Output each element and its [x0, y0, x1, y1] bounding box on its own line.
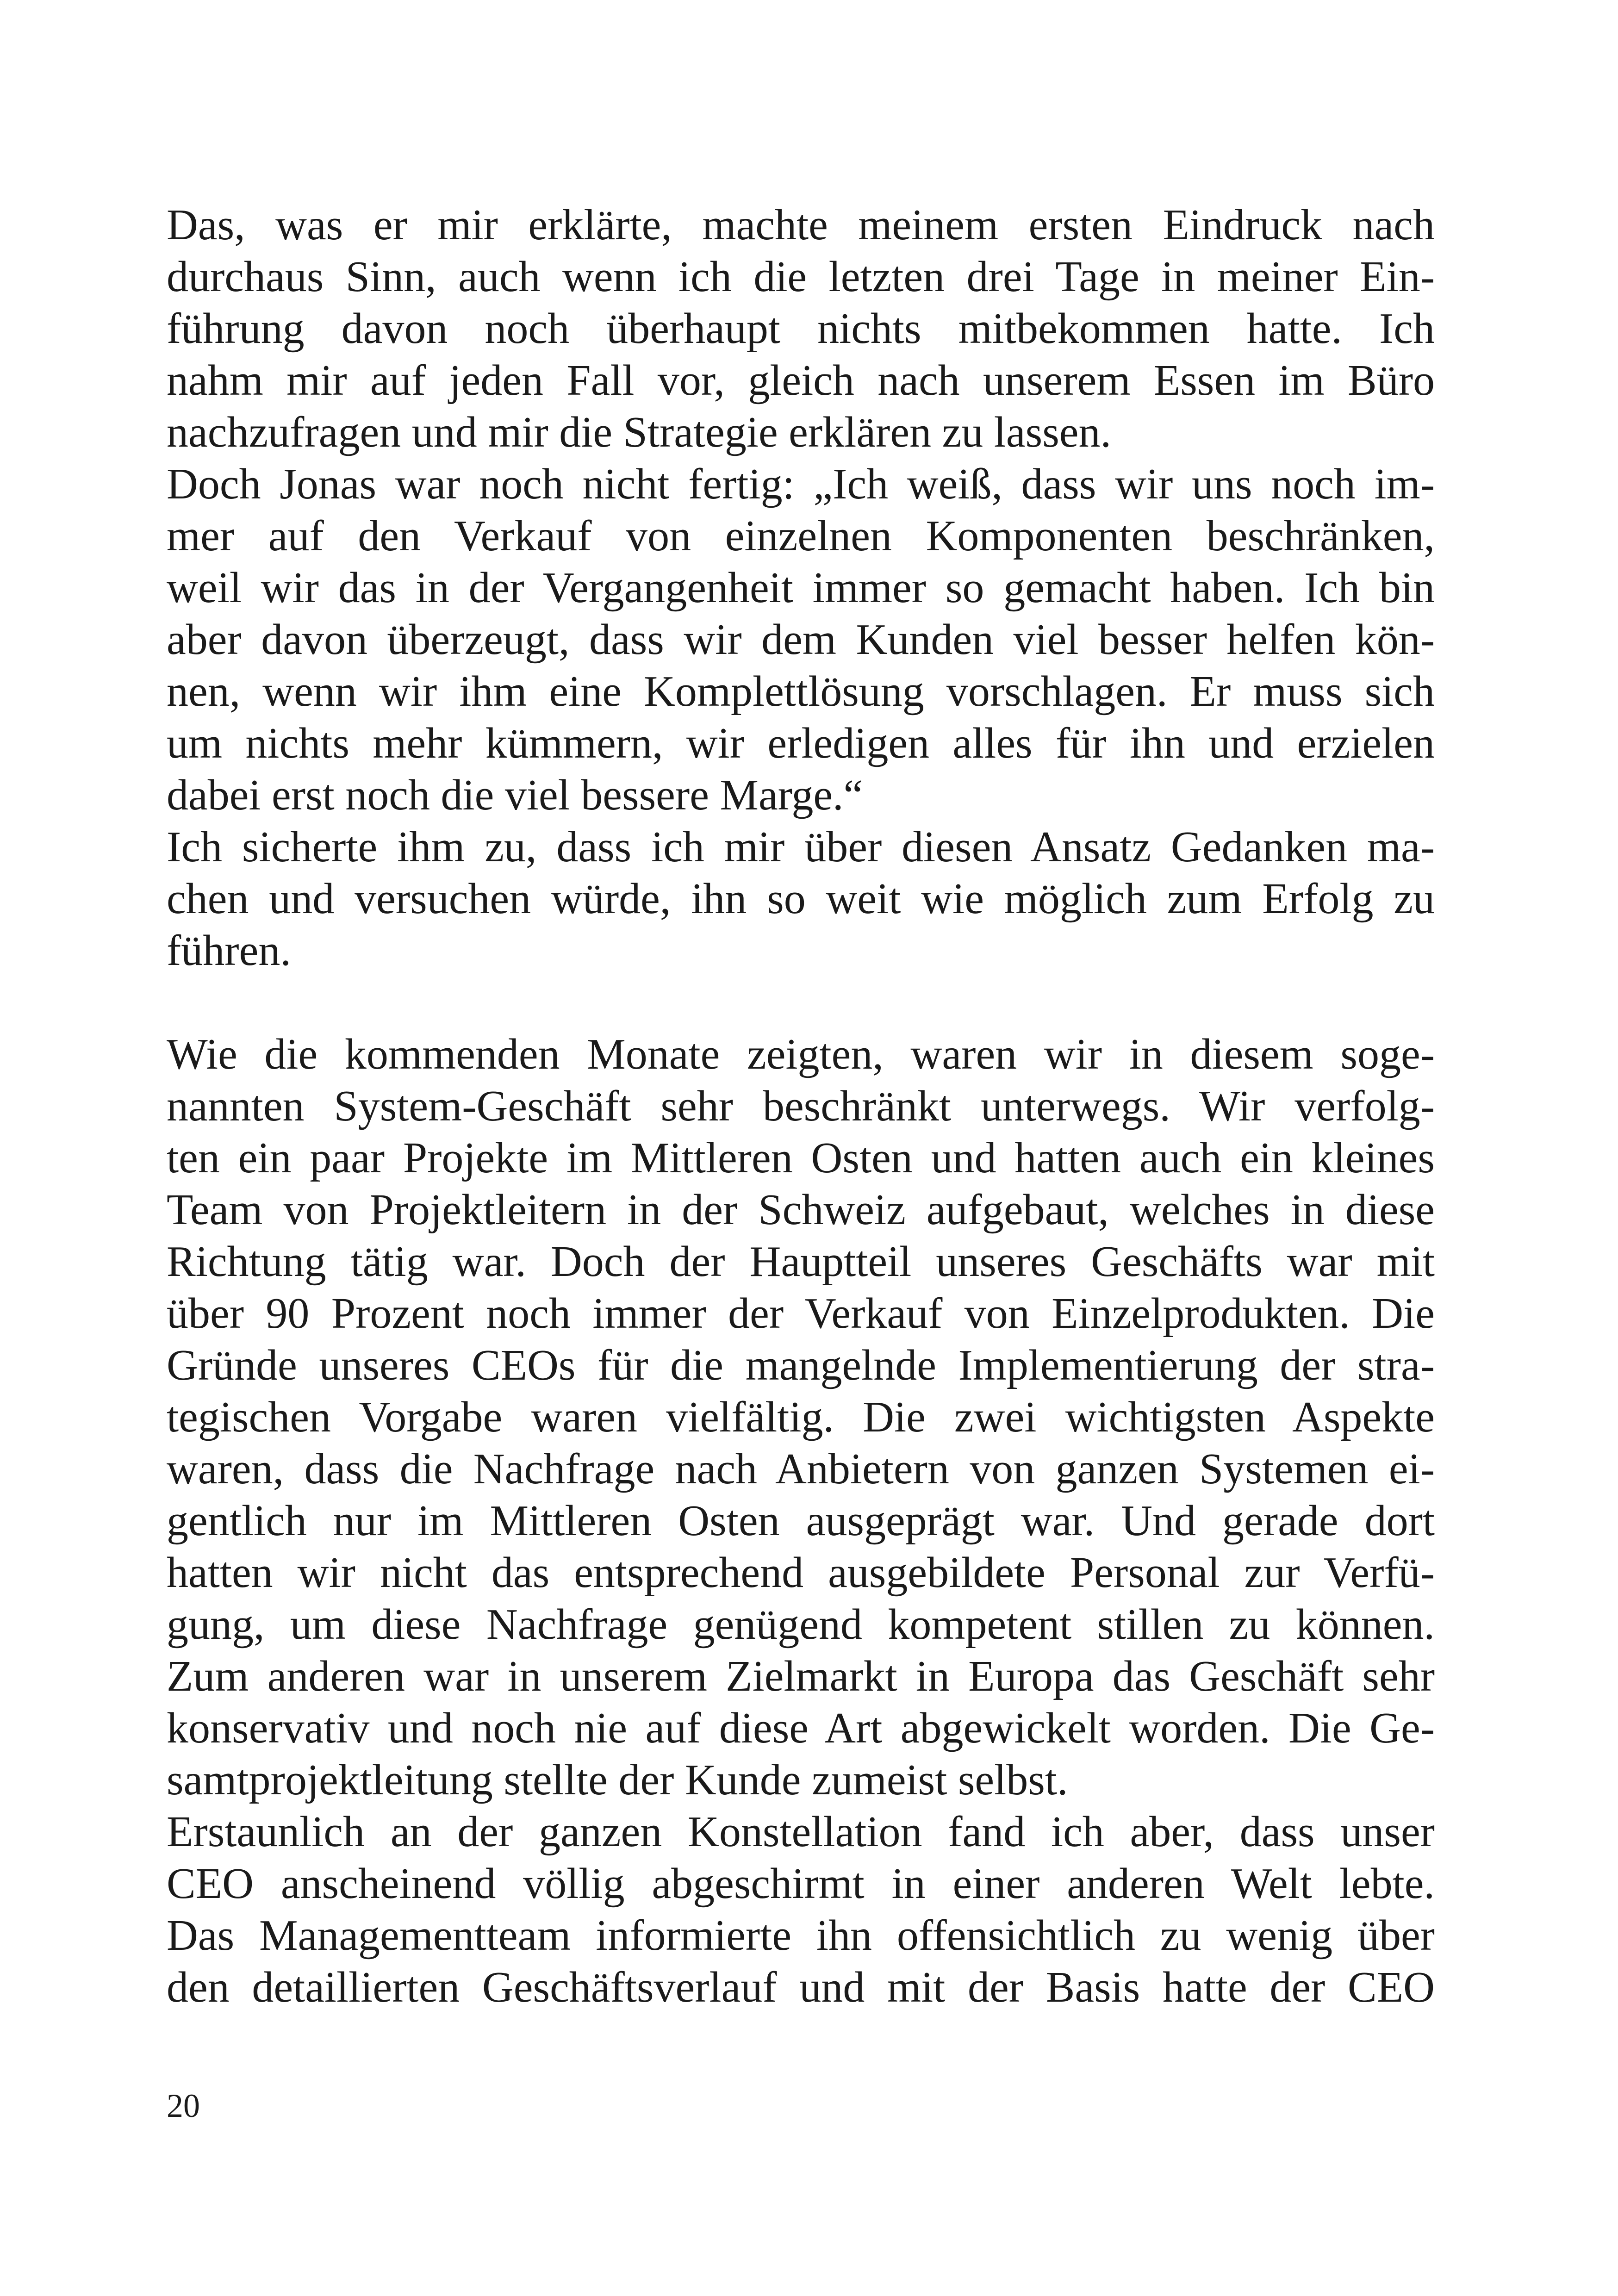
text-line: tegischen Vorgabe waren vielfältig. Die zwei wichtigsten Aspekte — [167, 1393, 1435, 1441]
text-line: Das, was er mir erklärte, machte meinem ersten Eindruck nach — [167, 201, 1435, 249]
paragraph — [167, 1806, 1435, 2013]
page-number: 20 — [167, 2087, 200, 2124]
text-line: Zum anderen war in unserem Zielmarkt in Europa das Geschäft sehr — [167, 1652, 1435, 1700]
text-line: über 90 Prozent noch immer der Verkauf von Einzelprodukten. Die — [167, 1289, 1435, 1338]
paragraph — [167, 458, 1435, 821]
text-line: durchaus Sinn, auch wenn ich die letzten drei Tage in meiner Ein- — [167, 253, 1435, 301]
text-line: führung davon noch überhaupt nichts mitbekommen hatte. Ich — [167, 305, 1435, 353]
text-line: hatten wir nicht das entsprechend ausgebildete Personal zur Verfü- — [167, 1549, 1435, 1597]
text-line: CEO anscheinend völlig abgeschirmt in einer anderen Welt lebte. — [167, 1860, 1435, 1908]
paragraph — [167, 1028, 1435, 1806]
text-line: waren, dass die Nachfrage nach Anbietern von ganzen Systemen ei- — [167, 1445, 1435, 1493]
text-line: dabei erst noch die viel bessere Marge.“ — [167, 771, 863, 819]
text-line: Ich sicherte ihm zu, dass ich mir über diesen Ansatz Gedanken ma- — [167, 823, 1435, 871]
text-line: Gründe unseres CEOs für die mangelnde Implementierung der stra- — [167, 1341, 1435, 1389]
text-line: Das Managementteam informierte ihn offensichtlich zu wenig über — [167, 1911, 1435, 1960]
text-line: gentlich nur im Mittleren Osten ausgeprägt war. Und gerade dort — [167, 1497, 1435, 1545]
text-line: nahm mir auf jeden Fall vor, gleich nach unserem Essen im Büro — [167, 356, 1435, 404]
text-line: nachzufragen und mir die Strategie erklären zu lassen. — [167, 408, 1112, 456]
text-line: um nichts mehr kümmern, wir erledigen alles für ihn und erzielen — [167, 719, 1435, 767]
text-line: aber davon überzeugt, dass wir dem Kunden viel besser helfen kön- — [167, 616, 1435, 664]
paragraph — [167, 199, 1435, 458]
text-line: nannten System-Geschäft sehr beschränkt unterwegs. Wir verfolg- — [167, 1082, 1435, 1130]
text-line: Richtung tätig war. Doch der Hauptteil unseres Geschäfts war mit — [167, 1238, 1435, 1286]
text-line: weil wir das in der Vergangenheit immer so gemacht haben. Ich bin — [167, 564, 1435, 612]
text-line: den detaillierten Geschäftsverlauf und mit der Basis hatte der CEO — [167, 1963, 1435, 2011]
text-line: gung, um diese Nachfrage genügend kompetent stillen zu können. — [167, 1600, 1435, 1649]
paragraph-gap — [167, 977, 1435, 1028]
text-line: konservativ und noch nie auf diese Art abgewickelt worden. Die Ge- — [167, 1704, 1435, 1752]
text-line: Wie die kommenden Monate zeigten, waren wir in diesem soge- — [167, 1030, 1435, 1078]
text-line: mer auf den Verkauf von einzelnen Komponenten beschränken, — [167, 512, 1435, 560]
text-line: ten ein paar Projekte im Mittleren Osten und hatten auch ein kleines — [167, 1134, 1435, 1182]
text-line: chen und versuchen würde, ihn so weit wie möglich zum Erfolg zu — [167, 875, 1435, 923]
body-text — [167, 199, 1435, 2013]
text-line: samtprojektleitung stellte der Kunde zumeist selbst. — [167, 1756, 1068, 1804]
text-line: führen. — [167, 927, 291, 975]
text-line: Erstaunlich an der ganzen Konstellation fand ich aber, dass unser — [167, 1808, 1435, 1856]
text-line: nen, wenn wir ihm eine Komplettlösung vorschlagen. Er muss sich — [167, 667, 1435, 716]
text-line: Doch Jonas war noch nicht fertig: „Ich weiß, dass wir uns noch im- — [167, 460, 1435, 508]
text-line: Team von Projektleitern in der Schweiz aufgebaut, welches in diese — [167, 1186, 1435, 1234]
paragraph — [167, 821, 1435, 977]
